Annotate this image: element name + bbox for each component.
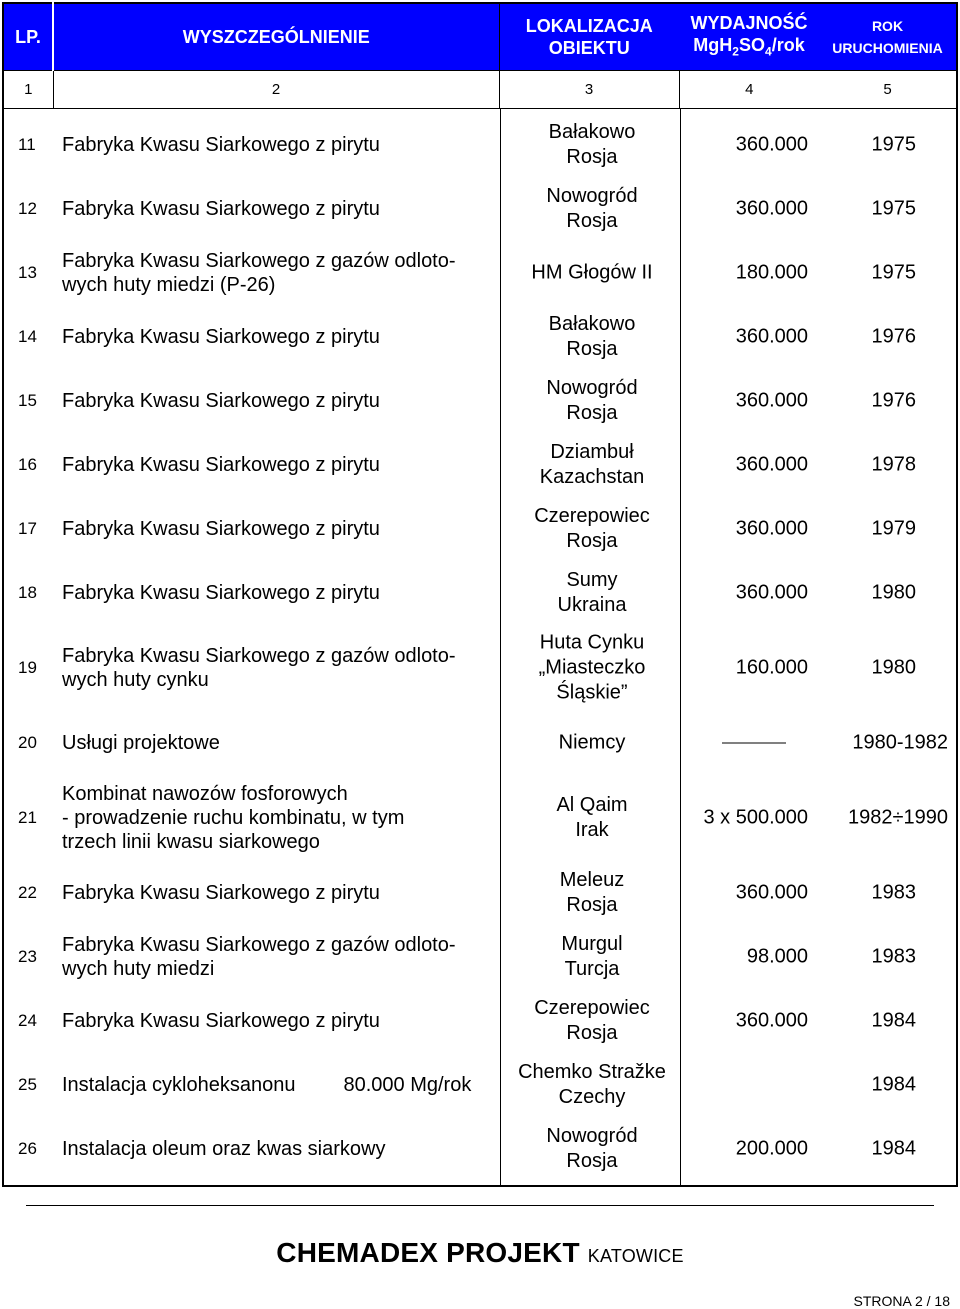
table-row [4,625,956,711]
row-location [502,1124,682,1174]
header-year-line1: ROK [871,18,904,34]
footer-brand [0,1237,960,1269]
table-row [4,711,956,775]
location-line: Meleuz [559,869,625,891]
description-line: wych huty cynku [62,669,209,691]
row-number: 17 [18,519,37,538]
row-year: 1984 [871,1137,916,1160]
row-number: 19 [18,658,37,677]
row-year: 1979 [871,517,916,540]
row-description [62,389,380,413]
row-number: 18 [18,583,37,602]
row-year: 1975 [871,261,916,284]
location-line: „Miasteczko [538,656,646,679]
row-description [62,453,380,477]
description-capacity: 80.000 Mg/rok [343,1074,472,1096]
description-line: Fabryka Kwasu Siarkowego z pirytu [62,882,380,904]
table-row [4,369,956,433]
row-description [62,325,380,349]
row-year: 1983 [871,881,916,904]
row-year: 1975 [871,197,916,220]
location-line: Kazachstan [539,466,645,488]
table-row [4,241,956,305]
row-year: 1976 [871,389,916,412]
row-location [502,932,682,982]
description-line: Instalacja cykloheksanonu [62,1074,296,1096]
location-line: HM Głogów II [531,261,653,284]
description-line: Fabryka Kwasu Siarkowego z gazów odloto- [62,934,456,956]
row-capacity: 3 x 500.000 [703,806,808,829]
location-line: Nowogród [546,377,638,399]
row-capacity: 360.000 [735,325,808,348]
row-location [502,1060,682,1110]
row-number: 23 [18,947,37,966]
row-number: 13 [18,263,37,282]
location-line: Nowogród [546,1125,638,1147]
row-location [502,504,682,554]
table-row [4,861,956,925]
row-location [502,731,682,756]
row-description [62,133,380,157]
brand-city: KATOWICE [587,1246,684,1266]
row-capacity: 360.000 [735,133,808,156]
description-line: Fabryka Kwasu Siarkowego z pirytu [62,518,380,540]
row-capacity: 160.000 [735,656,808,679]
document [2,2,956,1187]
description-line: Fabryka Kwasu Siarkowego z pirytu [62,134,380,156]
column-divider-right [680,109,681,1185]
row-number: 24 [18,1011,37,1030]
location-line: Turcja [564,958,620,980]
row-capacity: 360.000 [735,197,808,220]
row-year: 1980 [871,581,916,604]
location-line: Rosja [566,146,618,168]
table-row [4,989,956,1053]
row-capacity: 360.000 [735,881,808,904]
description-line: Instalacja oleum oraz kwas siarkowy [62,1138,386,1160]
row-description [62,581,380,605]
table-row [4,925,956,989]
location-line: Rosja [566,530,618,552]
table-row [4,497,956,561]
row-capacity: 360.000 [735,581,808,604]
row-location [502,868,682,918]
row-location [502,631,682,706]
header-capacity [679,3,819,71]
table-row [4,305,956,369]
header-lp: LP. [3,3,53,71]
rows-container [4,109,956,1185]
description-line: wych huty miedzi [62,958,215,980]
location-line: Śląskie” [556,681,628,704]
header-description: WYSZCZEGÓLNIENIE [53,3,499,71]
location-line: Bałakowo [548,313,636,335]
description-line: Fabryka Kwasu Siarkowego z pirytu [62,454,380,476]
location-line: Rosja [566,210,618,232]
description-line: Kombinat nawozów fosforowych [62,783,348,805]
description-line: Fabryka Kwasu Siarkowego z pirytu [62,198,380,220]
footer-rule [26,1205,934,1206]
row-year: 1975 [871,133,916,156]
location-line: Bałakowo [548,121,636,143]
row-location [502,996,682,1046]
header-location-line2: OBIEKTU [548,38,630,58]
row-number: 25 [18,1075,37,1094]
colnum-4: 4 [679,71,819,109]
row-capacity-dash [722,732,786,755]
row-description [62,197,380,221]
row-location [502,312,682,362]
row-location [502,184,682,234]
location-line: Rosja [566,402,618,424]
column-divider-left [500,109,501,1185]
row-description [62,881,380,905]
header-year-line2: URUCHOMIENIA [832,40,943,56]
row-location [502,120,682,170]
description-line: Fabryka Kwasu Siarkowego z gazów odloto- [62,645,456,667]
row-number: 16 [18,455,37,474]
header-capacity-line1: WYDAJNOŚĆ [690,12,808,33]
row-year: 1982÷1990 [848,806,948,829]
table-row [4,433,956,497]
table-row [4,113,956,177]
row-location [502,440,682,490]
row-description [62,1009,380,1033]
row-capacity: 180.000 [735,261,808,284]
row-year: 1980-1982 [852,731,948,754]
location-line: Murgul [561,933,623,955]
description-line: - prowadzenie ruchu kombinatu, w tym [62,807,405,829]
description-line: wych huty miedzi (P-26) [62,274,276,296]
colnum-3: 3 [499,71,679,109]
row-year: 1980 [871,656,916,679]
row-capacity: 360.000 [735,1009,808,1032]
location-line: Niemcy [558,731,626,754]
projects-table [2,2,958,1187]
row-number: 15 [18,391,37,410]
row-year: 1984 [871,1073,916,1096]
dash-line [722,743,786,744]
unit-prefix: MgH [693,34,733,55]
row-year: 1976 [871,325,916,348]
location-line: Rosja [566,894,618,916]
table-row [4,1117,956,1181]
table-row [4,561,956,625]
table-body [3,109,957,1187]
location-line: Nowogród [546,185,638,207]
row-location [502,261,682,286]
location-line: Czerepowiec [534,505,650,527]
row-description [62,517,380,541]
location-line: Huta Cynku [539,631,645,654]
location-line: Ukraina [557,594,627,616]
description-line: Fabryka Kwasu Siarkowego z pirytu [62,582,380,604]
table-row [4,177,956,241]
row-capacity: 360.000 [735,517,808,540]
description-line: Fabryka Kwasu Siarkowego z gazów odloto- [62,250,456,272]
row-location [502,568,682,618]
location-line: Sumy [566,569,618,591]
colnum-1: 1 [3,71,53,109]
row-capacity: 200.000 [735,1137,808,1160]
location-line: Czechy [558,1086,626,1108]
unit-mid: SO [738,34,765,55]
description-line: Fabryka Kwasu Siarkowego z pirytu [62,1010,380,1032]
column-numbers [3,71,957,109]
row-number: 14 [18,327,37,346]
row-description [62,1073,471,1097]
row-year: 1978 [871,453,916,476]
colnum-2: 2 [53,71,499,109]
header-capacity-unit [679,34,819,63]
row-year: 1983 [871,945,916,968]
description-line: Fabryka Kwasu Siarkowego z pirytu [62,390,380,412]
row-description [62,249,456,297]
description-line: Fabryka Kwasu Siarkowego z pirytu [62,326,380,348]
unit-sub2: 4 [765,44,772,59]
row-description [62,1137,385,1161]
page-number: STRONA 2 / 18 [853,1293,950,1309]
row-year: 1984 [871,1009,916,1032]
location-line: Rosja [566,338,618,360]
location-line: Chemko Stražke [518,1061,666,1083]
table-row [4,1053,956,1117]
row-capacity: 98.000 [746,945,808,968]
row-location [502,793,682,843]
row-description [62,782,404,854]
row-number: 12 [18,199,37,218]
description-line: Usługi projektowe [62,732,220,754]
location-line: Rosja [566,1022,618,1044]
colnum-5: 5 [819,71,957,109]
row-capacity: 360.000 [735,389,808,412]
row-description [62,644,456,692]
row-description [62,731,220,755]
location-line: Czerepowiec [534,997,650,1019]
table-header [3,3,957,71]
table-row [4,775,956,861]
location-line: Irak [575,819,609,841]
row-number: 21 [18,808,37,827]
header-location [499,3,679,71]
location-line: Dziambuł [550,441,634,463]
row-number: 26 [18,1139,37,1158]
location-line: Al Qaim [556,794,628,816]
location-line: Rosja [566,1150,618,1172]
header-year [819,3,957,71]
row-location [502,376,682,426]
brand-name: CHEMADEX PROJEKT [276,1237,580,1268]
row-number: 22 [18,883,37,902]
row-capacity: 360.000 [735,453,808,476]
unit-sub1: 2 [732,44,739,59]
header-location-line1: LOKALIZACJA [525,16,653,36]
unit-suffix: /rok [771,34,805,55]
row-number: 11 [18,135,36,154]
row-description [62,933,456,981]
row-number: 20 [18,733,37,752]
description-line: trzech linii kwasu siarkowego [62,831,320,853]
